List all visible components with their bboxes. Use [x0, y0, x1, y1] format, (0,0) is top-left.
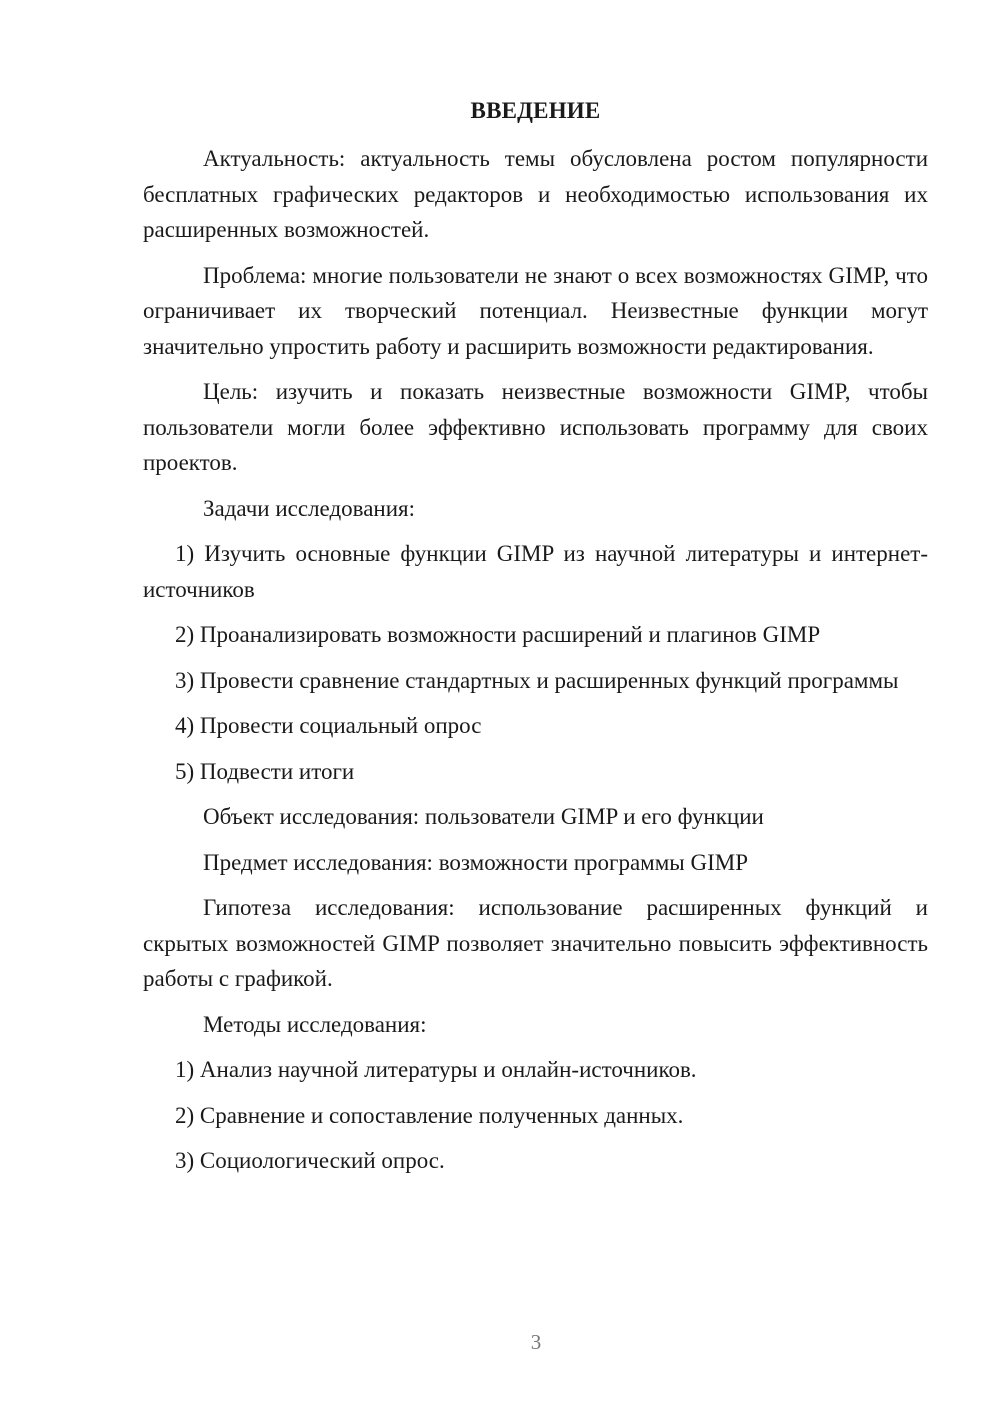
paragraph-methods-heading: Методы исследования:	[203, 1011, 427, 1037]
paragraph-relevance: Актуальность: актуальность темы обусловлена ростом популярности бесплатных графических редакторов и необходимостью использования их расширенных возможностей.	[143, 146, 928, 242]
document-body	[143, 141, 928, 1189]
list-item-task-3: 3) Провести сравнение стандартных и расширенных функций программы	[175, 667, 899, 693]
paragraph-goal: Цель: изучить и показать неизвестные возможности GIMP, чтобы пользователи могли более эффективно использовать программу для своих проектов.	[143, 379, 928, 475]
list-item-task-4: 4) Провести социальный опрос	[175, 713, 482, 738]
list-item-method-1: 1) Анализ научной литературы и онлайн-источников.	[175, 1057, 697, 1082]
list-item-task-5: 5) Подвести итоги	[175, 758, 355, 784]
section-title: ВВЕДЕНИЕ	[470, 98, 601, 123]
paragraph-object: Объект исследования: пользователи GIMP и его функции	[203, 804, 764, 829]
paragraph-subject: Предмет исследования: возможности программы GIMP	[203, 849, 749, 875]
list-item-task-1: 1) Изучить основные функции GIMP из научной литературы и интернет-источников	[143, 541, 928, 602]
list-item-method-2: 2) Сравнение и сопоставление полученных данных.	[175, 1102, 684, 1128]
paragraph-tasks-heading: Задачи исследования:	[203, 495, 416, 521]
list-item-task-2: 2) Проанализировать возможности расширений и плагинов GIMP	[175, 622, 821, 647]
page-number: 3	[530, 1330, 542, 1354]
paragraph-hypothesis: Гипотеза исследования: использование расширенных функций и скрытых возможностей GIMP позволяет значительно повысить эффективность работы с графикой.	[143, 895, 928, 991]
list-item-method-3: 3) Социологический опрос.	[175, 1148, 445, 1173]
paragraph-problem: Проблема: многие пользователи не знают о всех возможностях GIMP, что ограничивает их творческий потенциал. Неизвестные функции могут значительно упростить работу и расширить возможности редактирования.	[143, 262, 928, 359]
